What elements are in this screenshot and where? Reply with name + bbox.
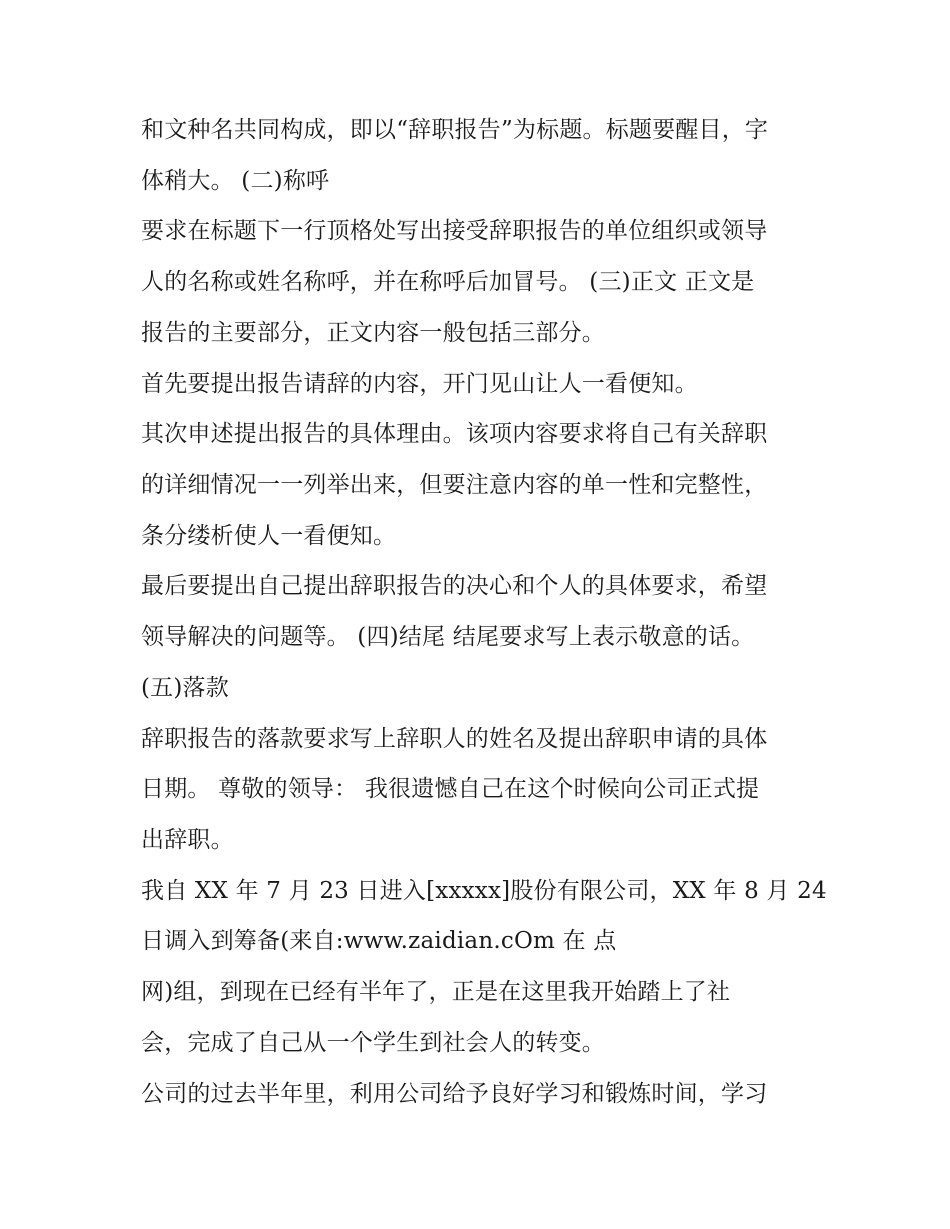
text-line: 网)组，到现在已经有半年了，正是在这里我开始踏上了社	[141, 979, 731, 1005]
text-line: 的详细情况一一列举出来，但要注意内容的单一性和完整性，	[141, 472, 768, 498]
text-line: 我自 XX 年 7 月 23 日进入[xxxxx]股份有限公司，XX 年 8 月 24	[141, 878, 827, 904]
text-line: 报告的主要部分，正文内容一般包括三部分。	[141, 320, 605, 346]
text-line: 最后要提出自己提出辞职报告的决心和个人的具体要求，希望	[141, 573, 768, 599]
text-line: 要求在标题下一行顶格处写出接受辞职报告的单位组织或领导	[141, 218, 768, 244]
text-line: 人的名称或姓名称呼，并在称呼后加冒号。 (三)正文 正文是	[141, 269, 755, 295]
text-line: (五)落款	[141, 675, 229, 701]
text-line: 辞职报告的落款要求写上辞职人的姓名及提出辞职申请的具体	[141, 726, 768, 752]
text-line: 领导解决的问题等。 (四)结尾 结尾要求写上表示敬意的话。	[141, 624, 755, 650]
text-line: 和文种名共同构成，即以“辞职报告”为标题。标题要醒目，字	[141, 117, 769, 143]
text-line: 公司的过去半年里，利用公司给予良好学习和锻炼时间，学习	[141, 1081, 768, 1107]
text-line: 出辞职。	[141, 827, 234, 853]
text-line: 会，完成了自己从一个学生到社会人的转变。	[141, 1030, 605, 1056]
text-line: 其次申述提出报告的具体理由。该项内容要求将自己有关辞职	[141, 421, 768, 447]
text-line: 首先要提出报告请辞的内容，开门见山让人一看便知。	[141, 371, 698, 397]
text-line: 日期。 尊敬的领导： 我很遗憾自己在这个时候向公司正式提	[141, 776, 760, 802]
text-line: 条分缕析使人一看便知。	[141, 523, 397, 549]
text-line: 日调入到筹备(来自:www.zaidian.cOm 在 点	[141, 928, 617, 954]
text-line: 体稍大。 (二)称呼	[141, 168, 330, 194]
